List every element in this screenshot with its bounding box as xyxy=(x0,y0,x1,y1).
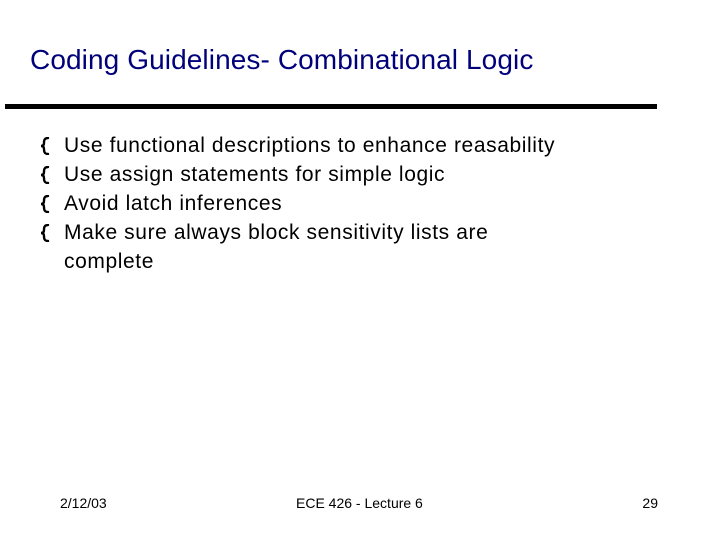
curly-bullet-icon xyxy=(36,160,56,189)
bullet-item xyxy=(36,131,676,160)
curly-bullet-icon xyxy=(36,131,56,160)
curly-bullet-icon xyxy=(36,189,56,218)
footer-course: ECE 426 - Lecture 6 xyxy=(296,495,423,511)
curly-bullet-icon xyxy=(36,218,56,247)
bullet-text: Avoid latch inferences xyxy=(64,192,283,215)
bullet-text: Use functional descriptions to enhance reasability xyxy=(64,134,556,157)
footer-date: 2/12/03 xyxy=(60,495,107,511)
bullet-text: Make sure always block sensitivity lists are complete xyxy=(64,221,489,273)
bullet-item xyxy=(36,218,676,276)
slide-title: Coding Guidelines- Combinational Logic xyxy=(30,44,534,75)
bullet-text: Use assign statements for simple logic xyxy=(64,163,446,186)
bullet-list xyxy=(36,131,676,276)
bullet-item xyxy=(36,189,676,218)
bullet-item xyxy=(36,160,676,189)
footer-page-number: 29 xyxy=(642,495,658,511)
title-divider xyxy=(5,104,657,109)
